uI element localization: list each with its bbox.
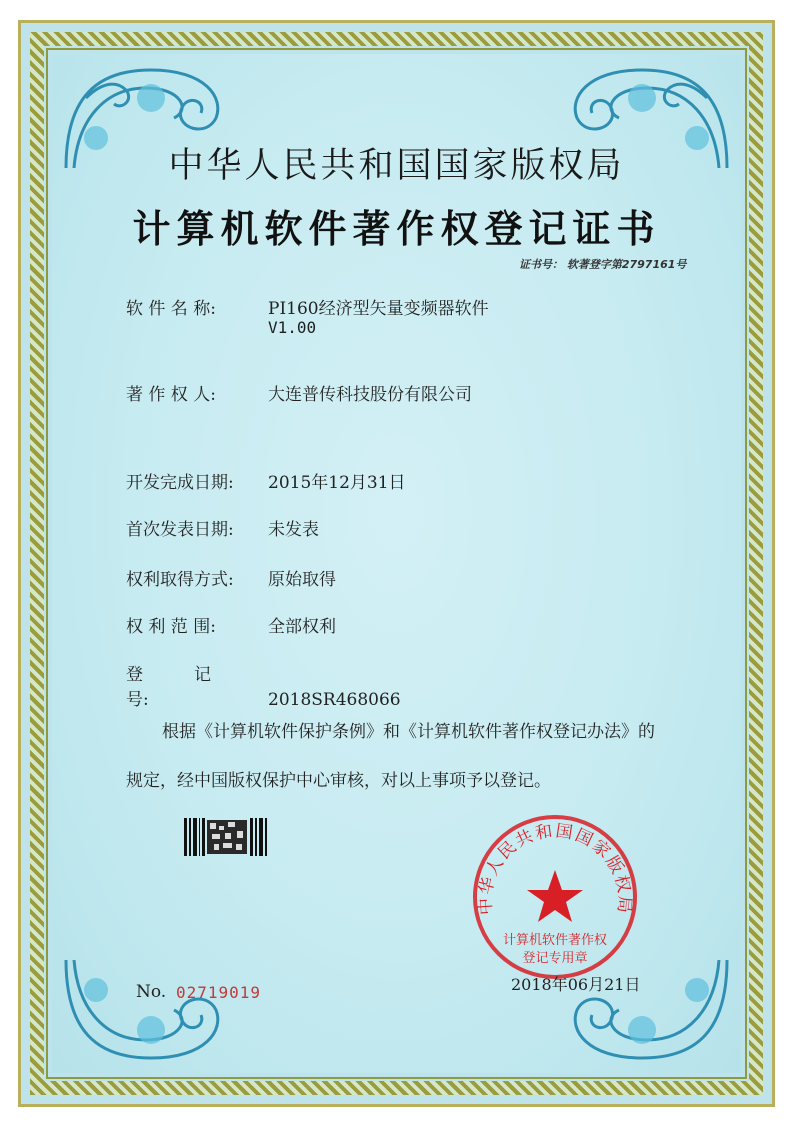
copyright-holder-label: 著 作 权 人: (126, 385, 216, 405)
software-name-value: PI160经济型矢量变频器软件 (268, 299, 489, 319)
scope-row (126, 612, 336, 637)
seal-line-1: 计算机软件著作权 (502, 933, 608, 948)
official-seal (470, 812, 640, 982)
serial-no-label: No. (136, 982, 167, 1002)
copyright-holder-row (126, 380, 472, 405)
issuer-title: 中华人民共和国国家版权局 (168, 146, 625, 186)
copyright-holder-value: 大连普传科技股份有限公司 (268, 385, 472, 405)
first-publish-row (126, 515, 319, 540)
barcode (184, 818, 270, 856)
software-name-label: 软 件 名 称: (126, 299, 216, 319)
registration-no-row (126, 660, 401, 710)
certificate-title: 计算机软件著作权登记证书 (132, 206, 661, 251)
issue-date: 2018年06月21日 (511, 975, 641, 994)
first-publish-label: 首次发表日期: (126, 520, 234, 540)
completion-date-row (126, 468, 406, 493)
seal-line-2: 登记专用章 (522, 951, 588, 966)
serial-no-value: 02719019 (176, 983, 262, 1002)
certificate-number: 证书号： 软著登字第2797161号 (519, 258, 687, 271)
seal-ring-text: 中华人民共和国国家版权局 (475, 821, 635, 916)
acquisition-label: 权利取得方式: (126, 570, 234, 590)
completion-date-value: 2015年12月31日 (268, 473, 406, 493)
scope-value: 全部权利 (268, 617, 336, 637)
statement-line-1: 根据《计算机软件保护条例》和《计算机软件著作权登记办法》的 (162, 722, 655, 742)
acquisition-value: 原始取得 (268, 570, 336, 590)
registration-no-value: 2018SR468066 (268, 690, 401, 710)
completion-date-label: 开发完成日期: (126, 473, 234, 493)
corner-ornament-bottom-left (56, 950, 231, 1070)
registration-no-label: 登 记 号: (126, 665, 262, 710)
statement-line-2: 规定，经中国版权保护中心审核，对以上事项予以登记。 (126, 771, 551, 791)
scope-label: 权 利 范 围: (126, 617, 216, 637)
software-version: V1.00 (268, 318, 317, 337)
acquisition-row (126, 565, 336, 590)
star-icon (527, 870, 583, 922)
first-publish-value: 未发表 (268, 520, 319, 540)
software-name-row (126, 294, 489, 319)
